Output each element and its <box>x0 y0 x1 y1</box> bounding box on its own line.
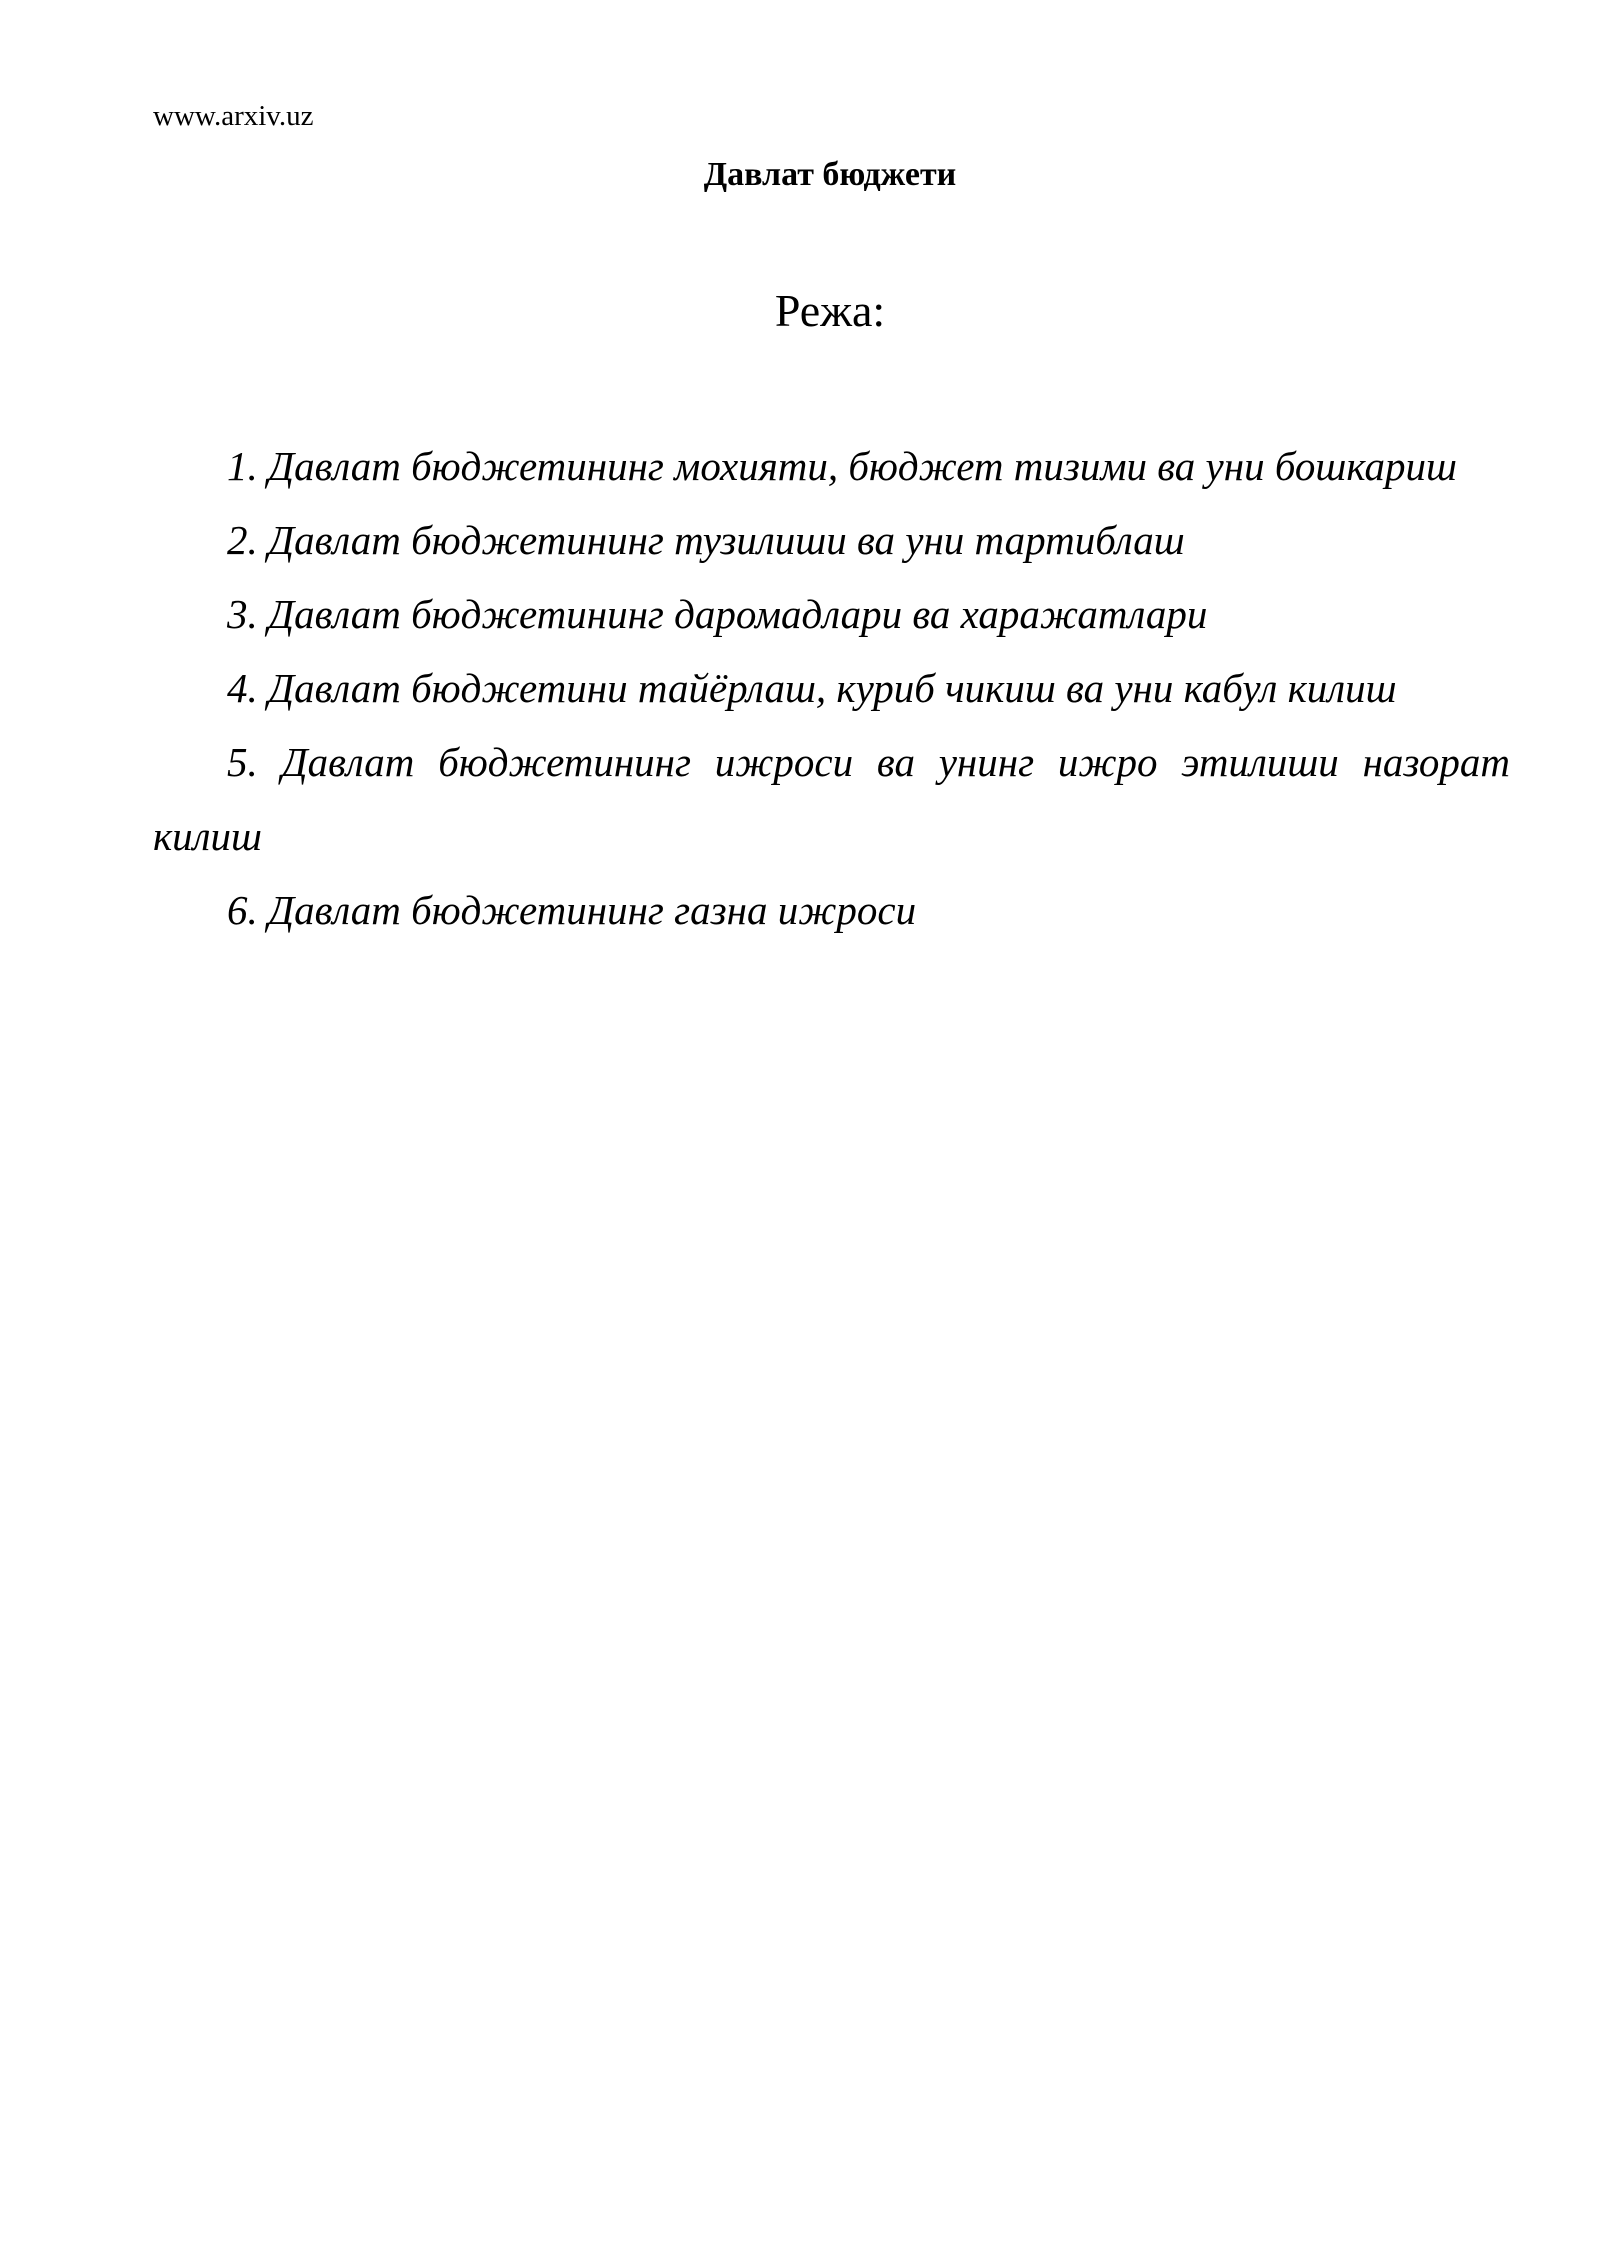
plan-item-5 <box>153 725 1510 873</box>
plan-item-5-line-2: килиш <box>153 813 263 859</box>
plan-item-5-line-1: 5. Давлат бюджетининг ижроси ва унинг ижро этилиши назорат <box>227 739 1510 785</box>
plan-item-6: 6. Давлат бюджетининг газна ижроси <box>227 887 917 933</box>
plan-item-3: 3. Давлат бюджетининг даромадлари ва харажатлари <box>227 591 1208 637</box>
plan-item-4: 4. Давлат бюджетини тайёрлаш, куриб чикиш ва уни кабул килиш <box>227 665 1397 711</box>
plan-list <box>153 429 1510 947</box>
header-url: www.arxiv.uz <box>153 100 314 132</box>
plan-item-2: 2. Давлат бюджетининг тузилиши ва уни тартиблаш <box>227 517 1185 563</box>
plan-item-1: 1. Давлат бюджетининг мохияти, бюджет тизими ва уни бошкариш <box>227 443 1457 489</box>
plan-heading: Режа: <box>774 285 886 336</box>
document-title: Давлат бюджети <box>703 156 957 193</box>
